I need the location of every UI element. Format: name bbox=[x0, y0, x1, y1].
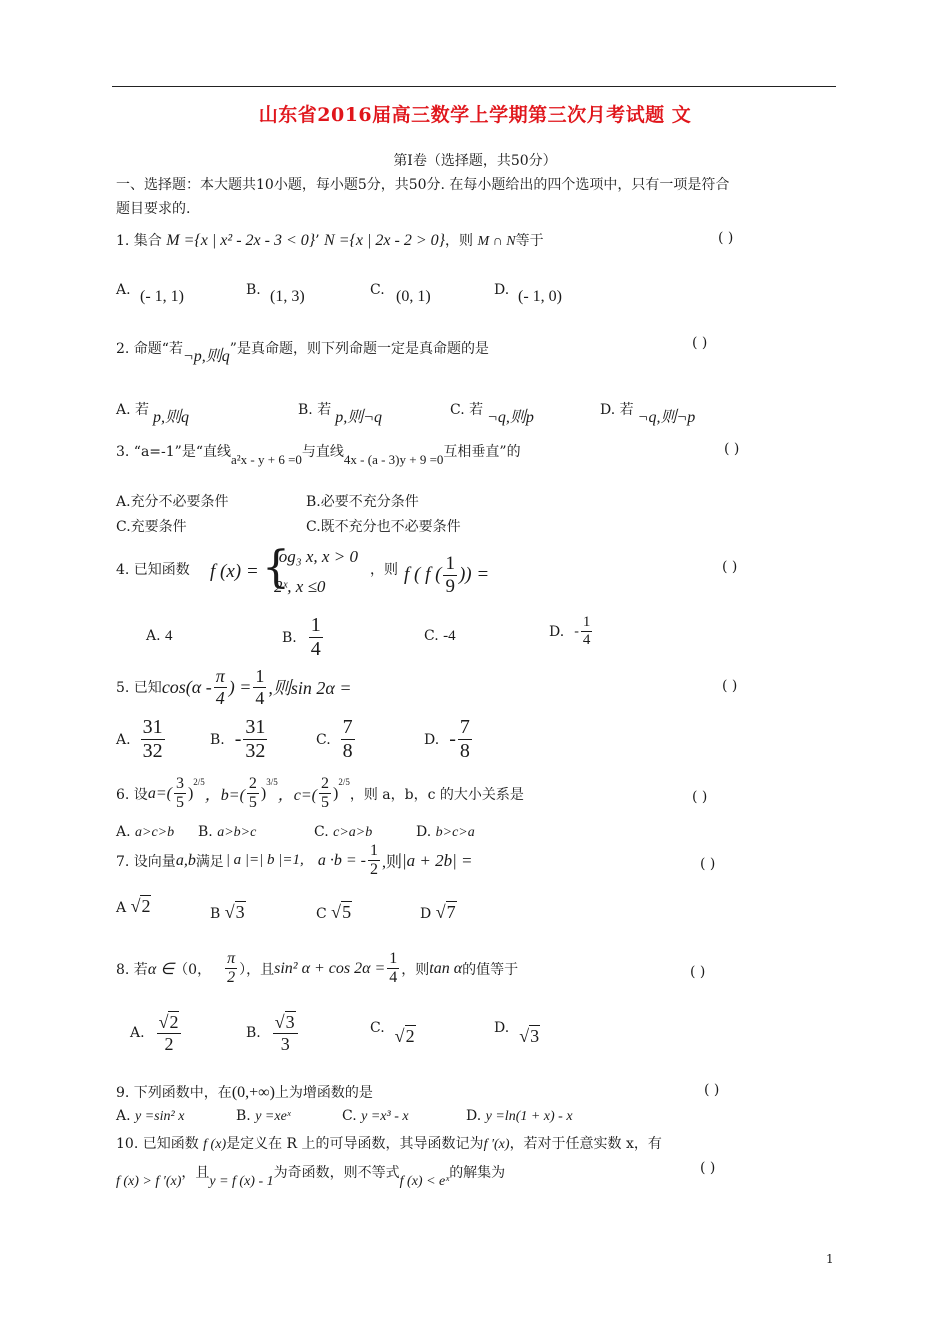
q4-case-1: log₃ x, x > 0 bbox=[274, 547, 358, 566]
sqrt-icon: √3 bbox=[224, 902, 245, 922]
answer-blank[interactable]: ( ) bbox=[700, 1160, 716, 1176]
header-rule bbox=[112, 86, 836, 87]
q1-option-b-value: (1, 3) bbox=[270, 288, 305, 305]
q7-option-d[interactable]: D √7 bbox=[420, 902, 456, 922]
q8-option-b[interactable]: B. $\frac{√3}{3}$ bbox=[246, 1012, 300, 1054]
instruction-line-1: 一、选择题：本大题共10小题，每小题5分，共50分. 在每小题给出的四个选项中，只有一项是符合 bbox=[116, 177, 730, 193]
question-10-line-2: f (x) > f ′(x)，且y = f (x) - 1为奇函数，则不等式f (x) < eˣ的解集为 bbox=[116, 1165, 506, 1189]
q7-option-c[interactable]: C √5 bbox=[316, 902, 352, 922]
q2-option-a[interactable]: A. 若 p,则q bbox=[116, 402, 190, 426]
q1-option-d[interactable]: D. bbox=[494, 282, 510, 298]
q6-option-a[interactable]: A. a>c>b bbox=[116, 824, 175, 840]
q8-option-c[interactable]: C. √2 bbox=[370, 1020, 415, 1046]
q4-expression: f ( f ( $\frac{1}{9}$ )) = bbox=[404, 553, 490, 597]
q4-brace: { bbox=[262, 542, 290, 593]
page-title: 山东省2016届高三数学上学期第三次月考试题 文 bbox=[258, 104, 692, 126]
q1-option-a-value: (- 1, 1) bbox=[140, 288, 184, 305]
q5-option-b[interactable]: B. - $\frac{31}{32}$ bbox=[210, 716, 266, 762]
question-9-stem: 9. 下列函数中，在(0,+∞)上为增函数的是 bbox=[116, 1084, 373, 1101]
q1-option-b[interactable]: B. bbox=[246, 282, 261, 298]
question-1-stem: 1. 集合 M ={x | x² - 2x - 3 < 0}’ N ={x | 2x - 2 > 0}，则 M ∩ N等于 bbox=[116, 232, 544, 249]
answer-blank[interactable]: ( ) bbox=[724, 441, 740, 457]
section-heading: 第I卷（选择题，共50分） bbox=[393, 153, 557, 169]
q8-option-d[interactable]: D. √3 bbox=[494, 1020, 540, 1046]
q6-option-d[interactable]: D. b>c>a bbox=[416, 824, 475, 840]
q5-option-a[interactable]: A. $\frac{31}{32}$ bbox=[116, 716, 163, 762]
q2-option-b[interactable]: B. 若 p,则¬q bbox=[298, 402, 383, 426]
q9-option-a[interactable]: A. y =sin² x bbox=[116, 1108, 185, 1124]
question-3-stem: 3. “a=-1”是“直线a²x - y + 6 =0与直线4x - (a - 3)y + 9 =0互相垂直”的 bbox=[116, 444, 521, 467]
q2-option-d[interactable]: D. 若 ¬q,则¬p bbox=[600, 402, 696, 426]
q8-option-a[interactable]: A. $\frac{√2}{2}$ bbox=[130, 1012, 183, 1054]
q1-option-d-value: (- 1, 0) bbox=[518, 288, 562, 305]
question-5-stem: 5. 已知 cos(α - $\frac{\pi}{4}$ ) = $\frac{1}{4}$ ,则sin 2α = bbox=[116, 666, 352, 708]
page-number: 1 bbox=[826, 1252, 834, 1266]
q4-function: f (x) = bbox=[210, 561, 259, 582]
q5-option-d[interactable]: D. - $\frac{7}{8}$ bbox=[424, 716, 470, 762]
answer-blank[interactable]: ( ) bbox=[722, 559, 738, 575]
q4-option-d[interactable]: D. - $\frac{1}{4}$ bbox=[549, 614, 591, 649]
q4-then: ，则 bbox=[370, 562, 398, 578]
answer-blank[interactable]: ( ) bbox=[692, 789, 708, 805]
instruction-line-2: 题目要求的. bbox=[116, 201, 191, 217]
sqrt-icon: √3 bbox=[273, 1012, 298, 1034]
answer-blank[interactable]: ( ) bbox=[722, 678, 738, 694]
q4-case-2: 2ˣ, x ≤0 bbox=[274, 577, 326, 596]
q6-option-b[interactable]: B. a>b>c bbox=[198, 824, 257, 840]
q5-option-c[interactable]: C. $\frac{7}{8}$ bbox=[316, 716, 353, 762]
question-4-label: 4. 已知函数 bbox=[116, 562, 190, 578]
q1-option-c-value: (0, 1) bbox=[396, 288, 431, 305]
answer-blank[interactable]: ( ) bbox=[692, 335, 708, 351]
q9-option-c[interactable]: C. y =x³ - x bbox=[342, 1108, 409, 1124]
q7-option-a[interactable]: A √2 bbox=[116, 896, 151, 916]
q1-option-c[interactable]: C. bbox=[370, 282, 385, 298]
q2-option-c[interactable]: C. 若 ¬q,则p bbox=[450, 402, 534, 426]
q3-option-c[interactable]: C.充要条件 bbox=[116, 519, 187, 535]
q6-option-c[interactable]: C. c>a>b bbox=[314, 824, 373, 840]
sqrt-icon: √2 bbox=[394, 1026, 415, 1046]
sqrt-icon: √3 bbox=[519, 1026, 540, 1046]
q3-option-b[interactable]: B.必要不充分条件 bbox=[306, 494, 419, 510]
question-7-stem: 7. 设向量 a,b 满足 | a |=| b |=1, a ·b = - $\frac{1}{2}$ ,则 |a + 2b| = bbox=[116, 842, 473, 879]
question-8-stem: 8. 若 α ∈ （0， $\frac{\pi}{2}$ ），且 sin² α + cos 2α = $\frac{1}{4}$ ，则 tan α 的值等于 bbox=[116, 950, 519, 987]
answer-blank[interactable]: ( ) bbox=[704, 1082, 720, 1098]
q4-fraction: $\frac{1}{9}$ bbox=[445, 553, 455, 597]
answer-blank[interactable]: ( ) bbox=[700, 856, 716, 872]
answer-blank[interactable]: ( ) bbox=[718, 230, 734, 246]
answer-blank[interactable]: ( ) bbox=[690, 964, 706, 980]
q1-option-a[interactable]: A. bbox=[116, 282, 131, 298]
question-2-stem: 2. 命题“若¬p,则q”是真命题，则下列命题一定是真命题的是 bbox=[116, 341, 489, 365]
sqrt-icon: √2 bbox=[157, 1012, 182, 1034]
question-6-stem: 6. 设 a=( $\frac{3}{5}$ ) 2/5 ，b=( $\frac{2}{5}$ ) 3/5 ，c=( $\frac{2}{5}$ ) 2/5 ，则 a，b，c 的大小关系是 bbox=[116, 775, 524, 812]
q7-option-b[interactable]: B √3 bbox=[210, 902, 245, 922]
q4-option-c[interactable]: C. -4 bbox=[424, 628, 456, 644]
q4-option-b[interactable]: B. $\frac{1}{4}$ bbox=[282, 614, 321, 660]
q9-option-d[interactable]: D. y =ln(1 + x) - x bbox=[466, 1108, 573, 1124]
sqrt-icon: √2 bbox=[130, 896, 151, 916]
sqrt-icon: √7 bbox=[435, 902, 456, 922]
q3-option-a[interactable]: A.充分不必要条件 bbox=[116, 494, 229, 510]
q9-option-b[interactable]: B. y =xeˣ bbox=[236, 1108, 291, 1124]
q4-option-a[interactable]: A. 4 bbox=[146, 628, 173, 644]
q3-option-d[interactable]: C.既不充分也不必要条件 bbox=[306, 519, 461, 535]
sqrt-icon: √5 bbox=[331, 902, 352, 922]
question-10-line-1: 10. 已知函数 f (x)是定义在 R 上的可导函数，其导函数记为f ′(x)，若对于任意实数 x，有 bbox=[116, 1136, 662, 1152]
